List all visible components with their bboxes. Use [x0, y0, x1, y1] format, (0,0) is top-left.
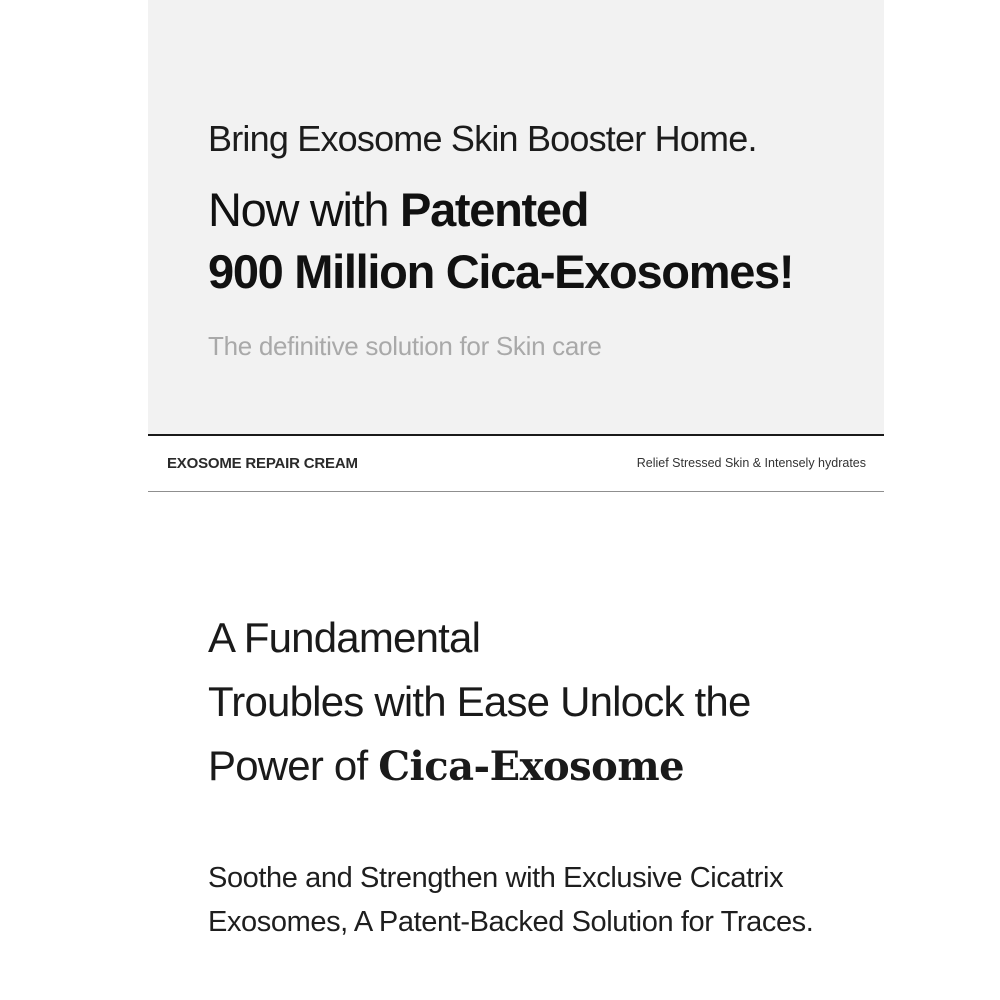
description-line-2: Exosomes, A Patent-Backed Solution for Traces.: [208, 906, 814, 938]
divider-top: [148, 434, 884, 436]
description-line-1: Soothe and Strengthen with Exclusive Cicatrix: [208, 862, 784, 894]
hero-title-line-2: 900 Million Cica-Exosomes!: [208, 245, 794, 298]
hero-title-regular: Now with: [208, 183, 401, 236]
hero-title-line-1: [208, 182, 588, 237]
section-heading-line-3: [208, 742, 684, 790]
product-name: EXOSOME REPAIR CREAM: [167, 455, 358, 472]
product-tagline: Relief Stressed Skin & Intensely hydrates: [636, 456, 866, 470]
section-heading-line-2: Troubles with Ease Unlock the: [208, 678, 751, 725]
hero-subtitle: The definitive solution for Skin care: [208, 331, 602, 361]
section-heading-regular: Power of: [208, 742, 379, 789]
hero-headline: Bring Exosome Skin Booster Home.: [208, 118, 757, 159]
divider-bottom: [148, 491, 884, 492]
hero-title-bold: Patented: [400, 183, 589, 236]
section-heading-line-1: A Fundamental: [208, 614, 481, 661]
section-heading-bold: Cica-Exosome: [378, 743, 685, 790]
